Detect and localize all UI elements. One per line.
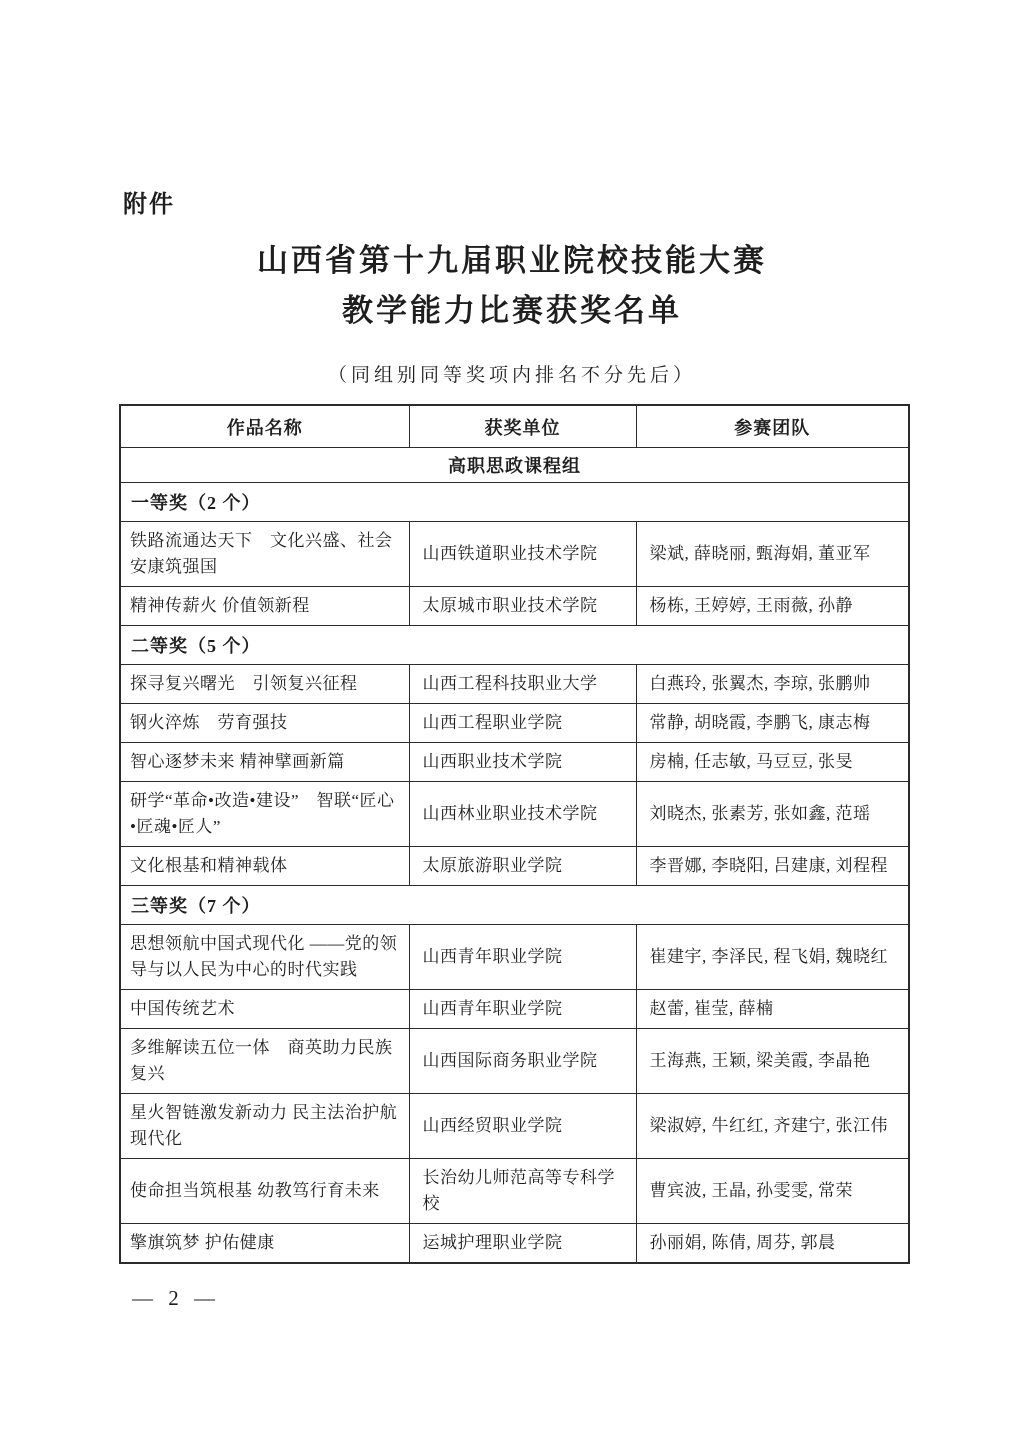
table-row [120,1224,909,1264]
org-cell: 山西经贸职业学院 [409,1094,636,1159]
team-cell: 梁斌, 薛晓丽, 甄海娟, 董亚军 [636,522,909,587]
org-cell: 山西青年职业学院 [409,990,636,1029]
column-header: 作品名称 [120,405,409,448]
award-level-label: 二等奖（5 个） [120,626,909,665]
work-cell: 多维解读五位一体 商英助力民族复兴 [120,1029,409,1094]
award-level-label: 三等奖（7 个） [120,886,909,925]
awards-table [119,404,910,1264]
category-row [120,448,909,483]
team-cell: 李晋娜, 李晓阳, 吕建康, 刘程程 [636,847,909,886]
team-cell: 崔建宇, 李泽民, 程飞娟, 魏晓红 [636,925,909,990]
work-cell: 研学“革命•改造•建设” 智联“匠心•匠魂•匠人” [120,782,409,847]
work-cell: 使命担当筑根基 幼教笃行育未来 [120,1159,409,1224]
page-number: — 2 — [132,1286,220,1310]
column-header: 获奖单位 [409,405,636,448]
work-cell: 探寻复兴曙光 引领复兴征程 [120,665,409,704]
table-row [120,704,909,743]
document-title [0,236,1024,336]
work-cell: 擎旗筑梦 护佑健康 [120,1224,409,1264]
work-cell: 智心逐梦未来 精神擘画新篇 [120,743,409,782]
award-level-row [120,626,909,665]
team-cell: 常静, 胡晓霞, 李鹏飞, 康志梅 [636,704,909,743]
work-cell: 星火智链激发新动力 民主法治护航现代化 [120,1094,409,1159]
award-level-row [120,483,909,522]
table-row [120,1029,909,1094]
work-cell: 思想领航中国式现代化 ——党的领导与以人民为中心的时代实践 [120,925,409,990]
document-title-line2: 教学能力比赛获奖名单 [342,293,682,328]
team-cell: 白燕玲, 张翼杰, 李琼, 张鹏帅 [636,665,909,704]
awards-table-body [120,448,909,1264]
team-cell: 曹宾波, 王晶, 孙雯雯, 常荣 [636,1159,909,1224]
org-cell: 太原旅游职业学院 [409,847,636,886]
award-level-label: 一等奖（2 个） [120,483,909,522]
team-cell: 王海燕, 王颖, 梁美霞, 李晶艳 [636,1029,909,1094]
org-cell: 山西工程职业学院 [409,704,636,743]
table-row [120,990,909,1029]
org-cell: 山西国际商务职业学院 [409,1029,636,1094]
org-cell: 山西工程科技职业大学 [409,665,636,704]
attachment-label: 附件 [123,191,175,218]
table-row [120,1159,909,1224]
table-row [120,743,909,782]
awards-table-header [120,405,909,448]
team-cell: 赵蕾, 崔莹, 薛楠 [636,990,909,1029]
category-title: 高职思政课程组 [120,448,909,483]
org-cell: 山西铁道职业技术学院 [409,522,636,587]
table-row [120,847,909,886]
header-row [120,405,909,448]
work-cell: 中国传统艺术 [120,990,409,1029]
document-title-line1: 山西省第十九届职业院校技能大赛 [257,243,767,278]
column-header: 参赛团队 [636,405,909,448]
org-cell: 太原城市职业技术学院 [409,587,636,626]
table-row [120,587,909,626]
team-cell: 刘晓杰, 张素芳, 张如鑫, 范瑶 [636,782,909,847]
org-cell: 山西青年职业学院 [409,925,636,990]
table-row [120,522,909,587]
table-row [120,782,909,847]
team-cell: 房楠, 任志敏, 马豆豆, 张旻 [636,743,909,782]
org-cell: 运城护理职业学院 [409,1224,636,1264]
award-level-row [120,886,909,925]
table-row [120,1094,909,1159]
work-cell: 铁路流通达天下 文化兴盛、社会安康筑强国 [120,522,409,587]
document-subtitle: （同组别同等奖项内排名不分先后） [327,365,696,386]
org-cell: 山西职业技术学院 [409,743,636,782]
table-row [120,665,909,704]
work-cell: 钢火淬炼 劳育强技 [120,704,409,743]
table-row [120,925,909,990]
team-cell: 孙丽娟, 陈倩, 周芬, 郭晨 [636,1224,909,1264]
team-cell: 梁淑婷, 牛红红, 齐建宁, 张江伟 [636,1094,909,1159]
team-cell: 杨栋, 王婷婷, 王雨薇, 孙静 [636,587,909,626]
work-cell: 文化根基和精神载体 [120,847,409,886]
org-cell: 长治幼儿师范高等专科学校 [409,1159,636,1224]
work-cell: 精神传薪火 价值领新程 [120,587,409,626]
org-cell: 山西林业职业技术学院 [409,782,636,847]
